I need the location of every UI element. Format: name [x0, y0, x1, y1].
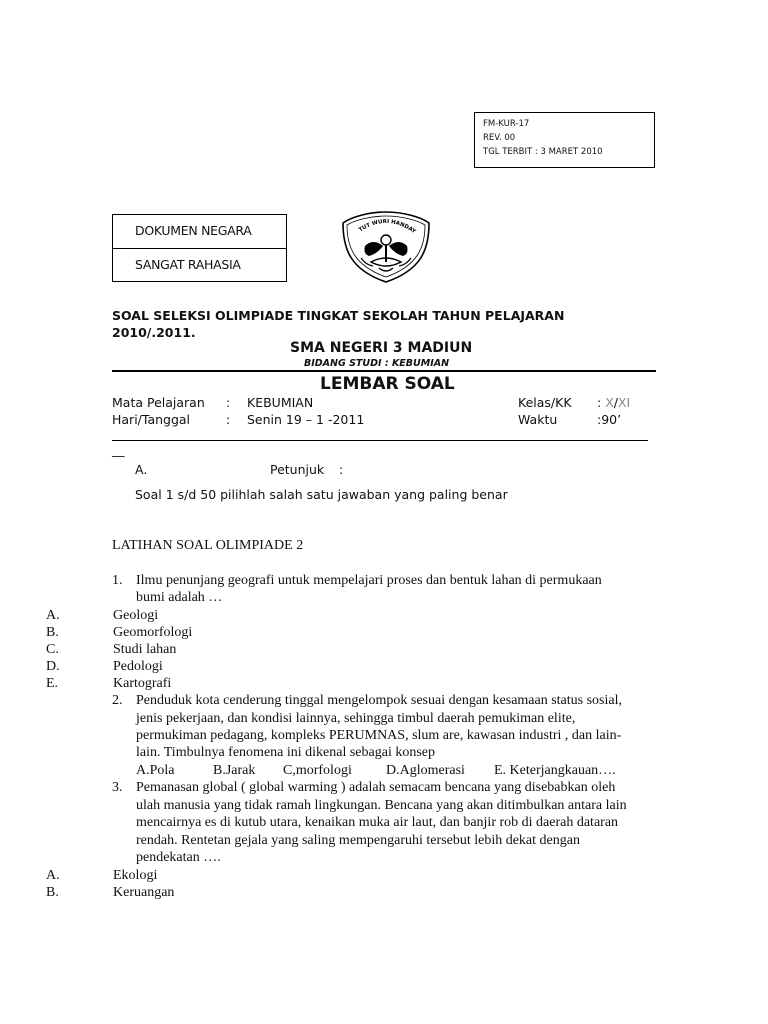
q1-option-letter: A.	[46, 608, 60, 623]
q1-option-text: Pedologi	[113, 659, 163, 674]
form-revision: REV. 00	[483, 133, 516, 143]
q1-option-letter: C.	[46, 642, 59, 657]
q1-option-letter: E.	[46, 676, 59, 691]
subject-label: Mata Pelajaran	[112, 395, 205, 410]
q2-option-d: D.Aglomerasi	[386, 763, 465, 778]
rule-stub: __	[112, 442, 125, 457]
q3-text-line-3: mencairnya es di kutub utara, kenaikan muka air laut, dan banjir rob di daerah dataran	[136, 815, 619, 830]
section-title: LATIHAN SOAL OLIMPIADE 2	[112, 538, 304, 553]
q1-option-letter: D.	[46, 659, 60, 674]
form-issue-date: TGL TERBIT : 3 MARET 2010	[483, 147, 603, 157]
subject-value: KEBUMIAN	[247, 395, 314, 410]
class-colon: :	[597, 395, 606, 410]
q3-text-line-1: Pemanasan global ( global warming ) adalah semacam bencana yang disebabkan oleh	[136, 780, 616, 795]
class-value	[597, 395, 630, 410]
q2-text-line-1: Penduduk kota cenderung tinggal mengelompok sesuai dengan kesamaan status sosial,	[136, 693, 623, 708]
time-value: :90’	[597, 412, 622, 427]
form-code: FM-KUR-17	[483, 119, 530, 129]
instruction-label: Petunjuk	[270, 462, 325, 477]
q1-number: 1.	[112, 573, 123, 588]
field-of-study: BIDANG STUDI : KEBUMIAN	[304, 358, 450, 369]
q2-option-b: B.Jarak	[213, 763, 256, 778]
q3-text-line-5: pendekatan ….	[136, 850, 221, 865]
q2-number: 2.	[112, 693, 123, 708]
q1-option-text: Studi lahan	[113, 642, 177, 657]
q1-option-text: Kartografi	[113, 676, 172, 691]
q1-text-line-2: bumi adalah …	[136, 590, 223, 605]
instruction-text: Soal 1 s/d 50 pilihlah salah satu jawaban yang paling benar	[135, 487, 508, 502]
instruction-colon: :	[339, 462, 344, 477]
q1-option-letter: B.	[46, 625, 59, 640]
q3-option-text: Keruangan	[113, 885, 175, 900]
exam-title-line-1: SOAL SELEKSI OLIMPIADE TINGKAT SEKOLAH TAHUN PELAJARAN	[112, 308, 565, 323]
q2-option-c: C,morfologi	[283, 763, 352, 778]
date-label: Hari/Tanggal	[112, 412, 191, 427]
exam-title-line-2: 2010/.2011.	[112, 325, 196, 340]
q2-text-line-2: jenis pekerjaan, dan kondisi lainnya, sehingga timbul daerah pemukiman elite,	[136, 711, 576, 726]
q3-option-letter: B.	[46, 885, 59, 900]
q3-option-letter: A.	[46, 868, 60, 883]
class-value-xi: XI	[617, 395, 631, 410]
tut-wuri-handayani-emblem-icon	[341, 210, 431, 284]
q3-text-line-2: ulah manusia yang tidak ramah lingkungan. Bencana yang akan ditimbulkan antara lain	[136, 798, 627, 813]
class-separator: /	[613, 395, 618, 410]
sheet-title: LEMBAR SOAL	[320, 374, 455, 394]
class-label: Kelas/KK	[518, 395, 572, 410]
q2-option-a: A.Pola	[136, 763, 175, 778]
classification-box	[112, 214, 287, 282]
q2-text-line-3: permukiman pedagang, kompleks PERUMNAS, slum are, kawasan industri , dan lain-	[136, 728, 622, 743]
date-colon: :	[226, 412, 231, 427]
instruction-letter: A.	[135, 462, 148, 477]
q3-number: 3.	[112, 780, 123, 795]
class-value-x: X	[605, 395, 614, 410]
date-value: Senin 19 – 1 -2011	[247, 412, 365, 427]
classification-line-1: DOKUMEN NEGARA	[113, 215, 286, 249]
q3-option-text: Ekologi	[113, 868, 158, 883]
q2-text-line-4: lain. Timbulnya fenomena ini dikenal sebagai konsep	[136, 745, 436, 760]
form-info-box	[474, 112, 655, 168]
q2-option-e: E. Keterjangkauan….	[494, 763, 616, 778]
info-rule	[112, 440, 648, 441]
school-name: SMA NEGERI 3 MADIUN	[290, 340, 473, 356]
header-rule	[112, 370, 656, 372]
time-label: Waktu	[518, 412, 558, 427]
q1-text-line-1: Ilmu penunjang geografi untuk mempelajari proses dan bentuk lahan di permukaan	[136, 573, 602, 588]
svg-text:TUT WURI HANDAYANI: TUT WURI HANDAY	[357, 218, 417, 235]
q1-option-text: Geologi	[113, 608, 159, 623]
q1-option-text: Geomorfologi	[113, 625, 193, 640]
subject-colon: :	[226, 395, 231, 410]
classification-line-2: SANGAT RAHASIA	[135, 257, 241, 272]
q3-text-line-4: rendah. Rentetan gejala yang saling mempengaruhi tersebut lebih dekat dengan	[136, 833, 580, 848]
